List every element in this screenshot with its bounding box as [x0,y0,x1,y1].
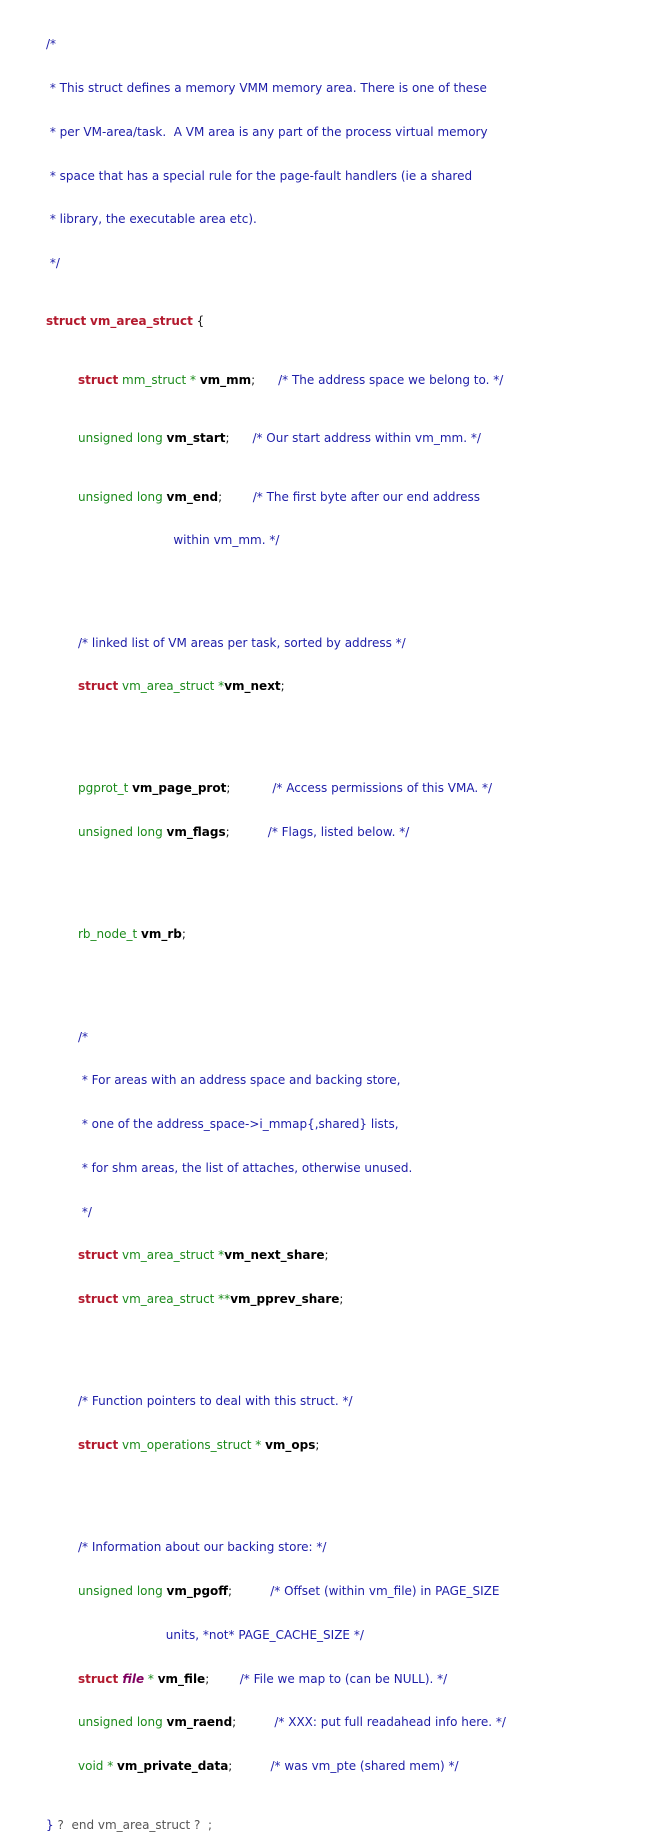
comment-line: */ [46,256,60,271]
struct-declaration [46,314,506,329]
field-comment: /* Flags, listed below. */ [267,825,410,840]
field-name: vm_private_data [117,1759,229,1774]
field-vm-start [46,431,506,446]
field-semicolon: ; [339,1292,344,1307]
blank-line [46,1351,506,1366]
field-comment: /* was vm_pte (shared mem) */ [270,1759,459,1774]
field-type: unsigned long [78,1715,167,1730]
field-name: vm_ops [265,1438,316,1453]
struct-closing [46,1818,506,1833]
field-semicolon: ; [232,1715,275,1730]
comment-continuation: within vm_mm. */ [78,533,280,548]
field-semicolon: ; [315,1438,320,1453]
blank-line [46,884,506,899]
field-vm-end [46,490,506,505]
comment-line: /* [46,37,57,52]
field-semicolon: ; [280,679,285,694]
field-name: vm_start [166,431,226,446]
comment-line: * This struct defines a memory VMM memory area. There is one of these [46,80,487,95]
field-name: vm_rb [141,927,182,942]
comment-line: * space that has a special rule for the page-fault handlers (ie a shared [46,168,473,183]
field-comment: /* Offset (within vm_file) in PAGE_SIZE [270,1584,500,1599]
field-vm-raend [46,1715,506,1730]
comment-line: /* Function pointers to deal with this struct. */ [78,1394,353,1409]
blank-line [46,738,506,753]
field-comment: /* XXX: put full readahead info here. */ [274,1715,506,1730]
field-type: vm_area_struct * [118,1248,225,1263]
field-comment: /* Our start address within vm_mm. */ [252,431,481,446]
field-name: vm_mm [199,372,252,387]
code-listing [46,8,506,1847]
comment-line: * library, the executable area etc). [46,212,257,227]
field-keyword: struct [78,372,119,387]
closing-comment: ? end vm_area_struct ? ; [53,1817,213,1832]
field-type: unsigned long [78,1584,167,1599]
field-semicolon: ; [228,1584,271,1599]
field-semicolon: ; [251,372,279,387]
field-vm-next-share [46,1248,506,1263]
blank-line [46,1497,506,1512]
field-vm-private-data [46,1759,506,1774]
field-semicolon: ; [228,1759,271,1774]
field-type: mm_struct * [118,372,200,387]
field-semicolon: ; [226,781,273,796]
field-keyword: struct [78,679,119,694]
field-keyword: struct [78,1292,119,1307]
field-name: vm_next [224,679,281,694]
field-name: vm_flags [166,825,226,840]
field-name: vm_raend [166,1715,233,1730]
field-semicolon: ; [225,825,268,840]
field-name: vm_pgoff [166,1584,229,1599]
field-comment: /* File we map to (can be NULL). */ [239,1671,448,1686]
field-semicolon: ; [205,1671,240,1686]
field-type: vm_operations_struct * [118,1438,266,1453]
field-comment: /* Access permissions of this VMA. */ [272,781,493,796]
field-name: vm_next_share [224,1248,325,1263]
field-vm-ops [46,1438,506,1453]
field-vm-flags [46,825,506,840]
field-keyword: struct [78,1248,119,1263]
field-type: pgprot_t [78,781,133,796]
field-comment: /* The first byte after our end address [252,489,481,504]
comment-line: * for shm areas, the list of attaches, otherwise unused. [78,1160,413,1175]
field-semicolon: ; [181,927,186,942]
field-keyword: struct [78,1438,119,1453]
struct-name: vm_area_struct [90,314,193,329]
field-vm-pprev-share [46,1292,506,1307]
comment-line: * one of the address_space->i_mmap{,shared} lists, [78,1117,399,1132]
field-type: vm_area_struct ** [118,1292,231,1307]
field-vm-mm [46,373,506,388]
field-vm-rb [46,927,506,942]
field-type: void * [78,1759,118,1774]
field-name: vm_page_prot [132,781,227,796]
comment-line: * For areas with an address space and backing store, [78,1073,401,1088]
blank-line [46,986,506,1001]
field-comment: /* The address space we belong to. */ [278,372,504,387]
field-vm-pgoff [46,1584,506,1599]
struct-keyword: struct [46,314,87,329]
field-keyword: struct [78,1671,119,1686]
comment-line: /* linked list of VM areas per task, sorted by address */ [78,635,406,650]
comment-line: */ [78,1204,92,1219]
field-type: unsigned long [78,825,167,840]
field-vm-page-prot [46,781,506,796]
field-name: vm_end [166,489,219,504]
comment-line: /* Information about our backing store: */ [78,1540,327,1555]
open-brace: { [192,314,205,329]
field-name: vm_file [157,1671,206,1686]
field-type: * [144,1671,158,1686]
field-semicolon: ; [218,489,253,504]
blank-line [46,592,506,607]
field-type: unsigned long [78,431,167,446]
field-name: vm_pprev_share [230,1292,340,1307]
field-type-file: file [118,1671,145,1686]
field-semicolon: ; [324,1248,329,1263]
field-vm-file [46,1672,506,1687]
field-vm-next [46,679,506,694]
close-brace: } [46,1817,54,1832]
field-semicolon: ; [225,431,253,446]
comment-line: /* [78,1029,89,1044]
field-type: unsigned long [78,489,167,504]
comment-line: * per VM-area/task. A VM area is any part of the process virtual memory [46,124,488,139]
field-type: rb_node_t [78,927,142,942]
comment-continuation: units, *not* PAGE_CACHE_SIZE */ [78,1627,364,1642]
field-type: vm_area_struct * [118,679,225,694]
